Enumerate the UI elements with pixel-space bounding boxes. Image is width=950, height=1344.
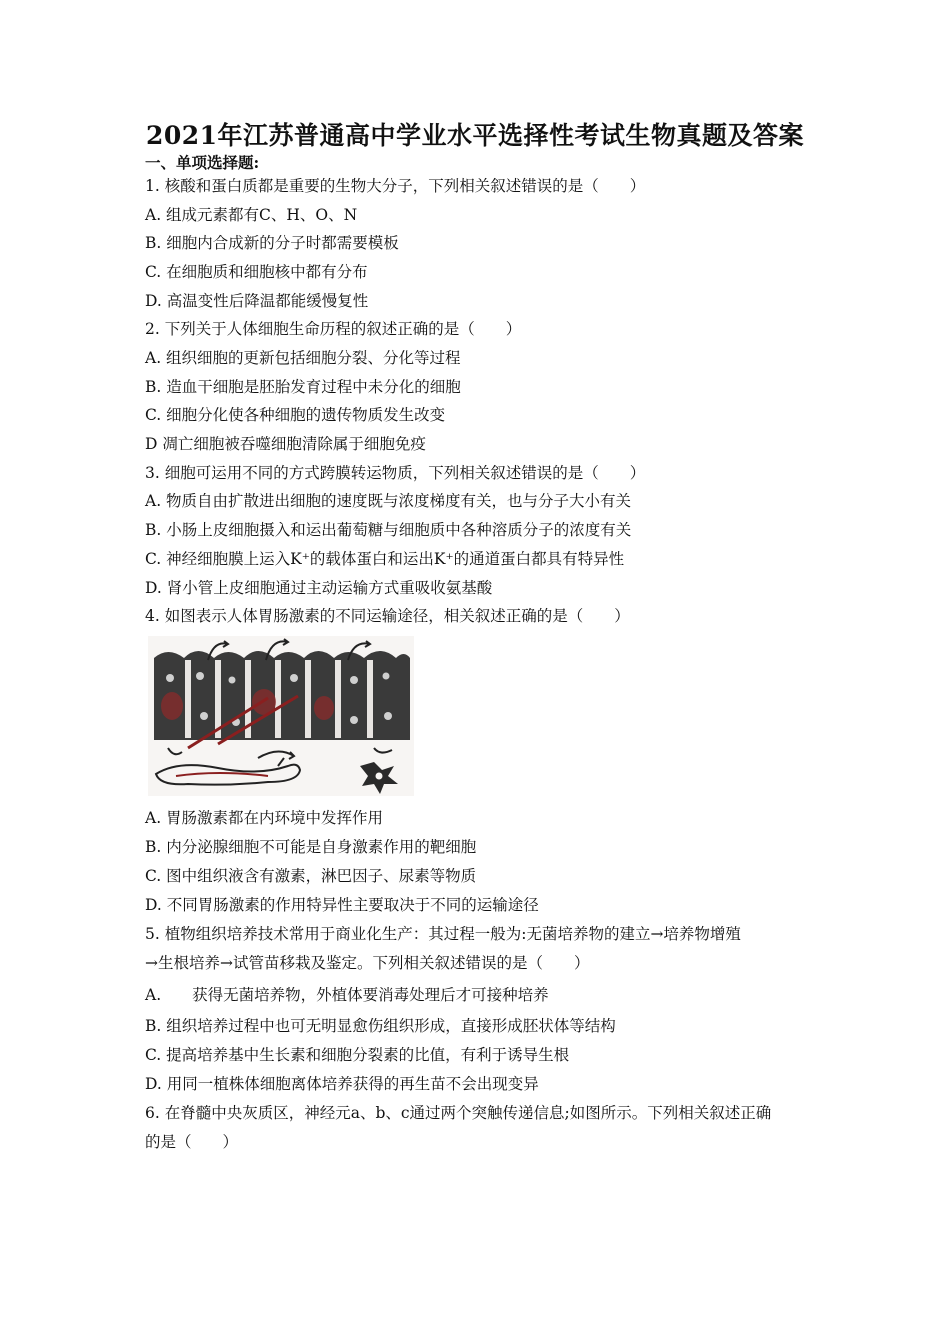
question-3-option-c: C. 神经细胞膜上运入K⁺的载体蛋白和运出K⁺的通道蛋白都具有特异性 bbox=[145, 550, 625, 568]
question-4-option-d: D. 不同胃肠激素的作用特异性主要取决于不同的运输途径 bbox=[145, 896, 539, 914]
question-3-option-d: D. 肾小管上皮细胞通过主动运输方式重吸收氨基酸 bbox=[145, 579, 493, 597]
question-4-option-c: C. 图中组织液含有激素，淋巴因子、尿素等物质 bbox=[145, 867, 477, 885]
question-6-stem-cont: 的是（ ） bbox=[145, 1133, 239, 1151]
question-1-option-b: B. 细胞内合成新的分子时都需要模板 bbox=[145, 234, 399, 252]
epithelial-cells bbox=[154, 651, 410, 740]
question-2-stem: 2. 下列关于人体细胞生命历程的叙述正确的是（ ） bbox=[145, 320, 522, 338]
question-3-stem: 3. 细胞可运用不同的方式跨膜转运物质，下列相关叙述错误的是（ ） bbox=[145, 464, 646, 482]
question-5-option-c: C. 提高培养基中生长素和细胞分裂素的比值，有利于诱导生根 bbox=[145, 1046, 570, 1064]
question-5-option-b: B. 组织培养过程中也可无明显愈伤组织形成，直接形成胚状体等结构 bbox=[145, 1017, 616, 1035]
question-4-stem: 4. 如图表示人体胃肠激素的不同运输途径，相关叙述正确的是（ ） bbox=[145, 607, 630, 625]
question-2-option-b: B. 造血干细胞是胚胎发育过程中未分化的细胞 bbox=[145, 378, 461, 396]
question-6-stem: 6. 在脊髓中央灰质区，神经元a、b、c通过两个突触传递信息;如图所示。下列相关叙述正确 bbox=[145, 1104, 772, 1122]
question-1-option-c: C. 在细胞质和细胞核中都有分布 bbox=[145, 263, 368, 281]
question-2-option-a: A. 组织细胞的更新包括细胞分裂、分化等过程 bbox=[145, 349, 461, 367]
question-2-option-c: C. 细胞分化使各种细胞的遗传物质发生改变 bbox=[145, 406, 446, 424]
question-2-option-d: D 凋亡细胞被吞噬细胞清除属于细胞免疫 bbox=[145, 435, 426, 453]
section-heading: 一、单项选择题: bbox=[145, 153, 260, 172]
question-5-stem: 5. 植物组织培养技术常用于商业化生产：其过程一般为:无菌培养物的建立→培养物增殖 bbox=[145, 925, 741, 943]
question-5-stem-cont: →生根培养→试管苗移栽及鉴定。下列相关叙述错误的是（ ） bbox=[145, 954, 590, 972]
question-4-option-b: B. 内分泌腺细胞不可能是自身激素作用的靶细胞 bbox=[145, 838, 477, 856]
question-5-option-a: A. 获得无菌培养物，外植体要消毒处理后才可接种培养 bbox=[145, 986, 549, 1004]
question-5-option-d: D. 用同一植株体细胞离体培养获得的再生苗不会出现变异 bbox=[145, 1075, 539, 1093]
question-1-option-d: D. 高温变性后降温都能缓慢复性 bbox=[145, 292, 369, 310]
question-1-option-a: A. 组成元素都有C、H、O、N bbox=[145, 206, 358, 224]
question-3-option-a: A. 物质自由扩散进出细胞的速度既与浓度梯度有关，也与分子大小有关 bbox=[145, 492, 632, 510]
question-3-option-b: B. 小肠上皮细胞摄入和运出葡萄糖与细胞质中各种溶质分子的浓度有关 bbox=[145, 521, 632, 539]
question-1-stem: 1. 核酸和蛋白质都是重要的生物大分子，下列相关叙述错误的是（ ） bbox=[145, 177, 646, 195]
question-4-option-a: A. 胃肠激素都在内环境中发挥作用 bbox=[145, 809, 384, 827]
hormone-transport-figure bbox=[148, 636, 414, 796]
page-title: 2021年江苏普通高中学业水平选择性考试生物真题及答案 bbox=[145, 121, 805, 150]
